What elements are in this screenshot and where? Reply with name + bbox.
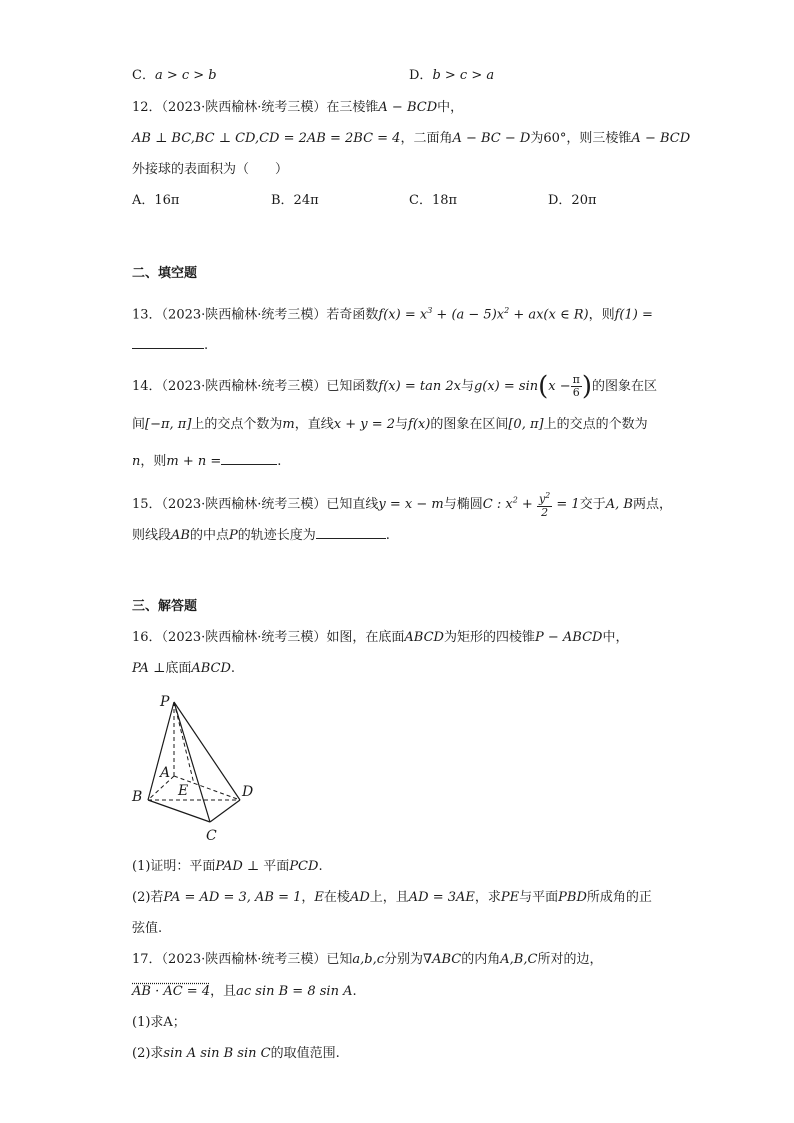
q14-l2c: ，直线	[294, 417, 334, 432]
q16-p1a: (1)证明：平面	[132, 859, 216, 874]
q15-prefix: 15．（2023·陕西榆林·统考三模）已知直线	[132, 496, 379, 512]
q16-base: ABCD	[404, 630, 444, 645]
q16-pe: PE	[500, 890, 520, 905]
left-paren: (	[538, 371, 549, 402]
label-p: P	[160, 694, 170, 710]
q13-line1	[132, 302, 653, 324]
q16-p2d: 上，且	[369, 890, 409, 905]
q17-mid2: 的内角	[461, 952, 501, 967]
q12-line3: 外接球的表面积为（ ）	[132, 162, 289, 177]
q14-l2d: 与	[395, 417, 409, 432]
q11-option-c	[132, 67, 217, 85]
q16-l2c: ABCD	[191, 661, 231, 676]
option-label: C．	[132, 68, 155, 83]
frac-num: π	[572, 373, 580, 386]
frac-y: y	[538, 492, 546, 506]
q16-p1b: 平面	[263, 859, 290, 874]
q14-l3a: ，则	[140, 454, 167, 469]
q17-end: 所对的边，	[537, 952, 603, 967]
q14-l2b: 上的交点个数为	[191, 417, 283, 432]
q13-ask: f(1) =	[614, 307, 653, 323]
q17-expr: sin A sin B sin C	[163, 1046, 271, 1061]
q13-func2: + (a − 5)x	[432, 307, 505, 323]
frac-den: 2	[541, 505, 549, 519]
q16-pcd: PCD	[289, 859, 319, 874]
pyramid-figure	[128, 688, 258, 844]
q12-line2	[132, 130, 690, 148]
label-c: C	[206, 828, 217, 844]
q13-prefix: 13．（2023·陕西榆林·统考三模）若奇函数	[132, 307, 379, 323]
q17-line2	[132, 983, 357, 1001]
q17-prefix: 17．（2023·陕西榆林·统考三模）已知	[132, 952, 353, 967]
edge-pb	[148, 702, 174, 800]
q14-line1	[132, 371, 658, 402]
q17-l2c: .	[352, 984, 357, 999]
q16-part2-cont: 弦值.	[132, 921, 163, 936]
q15-ab: A, B	[605, 496, 633, 512]
q17-ABC: A,B,C	[500, 952, 538, 967]
q14-sum: m + n =	[166, 454, 222, 469]
q15-after: 交于	[579, 496, 606, 512]
q16-prefix: 16．（2023·陕西榆林·统考三模）如图，在底面	[132, 630, 405, 645]
q15-line2	[132, 526, 390, 545]
q12-suffix: 中，	[437, 100, 464, 115]
q14-m: m	[282, 417, 295, 432]
q15-ellipse-b: +	[517, 496, 537, 512]
q16-cond: PA = AD = 3, AB = 1	[163, 890, 302, 905]
q16-p2g: 所成角的正	[586, 890, 652, 905]
q17-l2b: ，且	[210, 984, 237, 999]
q15-l2b: 的中点	[189, 528, 229, 543]
edge-pc	[174, 702, 210, 822]
q15-l2c: 的轨迹长度为	[237, 528, 316, 543]
q15-line: y = x − m	[378, 496, 444, 512]
q14-l2a: 间	[132, 417, 146, 432]
q12-mid2: 为	[530, 131, 544, 146]
q12-conditions: AB ⊥ BC,BC ⊥ CD,CD = 2AB = 2BC = 4	[132, 131, 401, 146]
q15-with: 与椭圆	[443, 496, 483, 512]
q16-l2b: 底面	[165, 661, 192, 676]
pi-over-six	[571, 374, 582, 399]
q14-interval2: [0, π]	[508, 417, 544, 432]
q12-dihedral: A − BC − D	[452, 131, 531, 146]
answer-blank[interactable]	[221, 452, 277, 465]
q16-l2d: .	[230, 661, 236, 676]
q15-p: P	[228, 528, 238, 543]
q12-mid: ，二面角	[400, 131, 453, 146]
q13-func: f(x) = x	[378, 307, 428, 323]
q14-lineeq: x + y = 2	[333, 417, 396, 432]
q15-after2: 两点，	[632, 496, 672, 512]
q15-ellipse-a: C : x	[482, 496, 513, 512]
q15-end: .	[385, 528, 390, 543]
q16-pbd: PBD	[558, 890, 587, 905]
q15-line1	[132, 490, 672, 519]
q15-ellipse-c: = 1	[552, 496, 580, 512]
q17-part1: (1)求A；	[132, 1015, 186, 1030]
answer-blank[interactable]	[132, 336, 204, 349]
q14-g: g(x) = sin	[473, 379, 539, 394]
q17-eq: ac sin B = 8 sin A	[236, 984, 353, 999]
q16-part2	[132, 889, 652, 907]
q16-line1	[132, 629, 628, 647]
edge-pe	[174, 702, 194, 784]
option-label: D．	[409, 68, 433, 83]
q14-fx: f(x)	[408, 417, 431, 432]
q12-option-d: D．20π	[548, 193, 597, 208]
q12-option-c: C．18π	[409, 193, 458, 208]
q17-p2a: (2)求	[132, 1046, 164, 1061]
q12-prefix: 12．（2023·陕西榆林·统考三模）在三棱锥	[132, 100, 379, 115]
edge-cd	[210, 800, 240, 822]
q13-mid: ，则	[588, 307, 615, 323]
q14-after: 的图象在区	[592, 379, 658, 394]
q16-mid: 为矩形的四棱锥	[443, 630, 535, 645]
section-fill-blank-heading: 二、填空题	[132, 266, 198, 281]
q17-p2b: 的取值范围.	[270, 1046, 340, 1061]
q12-option-b: B．24π	[271, 193, 319, 208]
q16-p2a: (2)若	[132, 890, 164, 905]
edge-bc	[148, 800, 210, 822]
q16-end: 中，	[602, 630, 629, 645]
q12-pyramid: A − BCD	[378, 100, 438, 115]
q16-p1c: .	[318, 859, 323, 874]
q15-exp: 2	[512, 495, 518, 505]
q16-perp: ⊥	[242, 859, 264, 874]
option-expr: a > c > b	[154, 68, 217, 83]
label-d: D	[242, 784, 254, 800]
q13-func3: + ax(x ∈ R)	[509, 307, 589, 323]
q14-end: .	[277, 454, 282, 469]
q12-line1	[132, 99, 463, 117]
q13-end: .	[204, 338, 209, 353]
q12-mid3: ，则三棱锥	[566, 131, 632, 146]
frac-num: $y^2$	[538, 491, 551, 506]
right-paren: )	[581, 371, 593, 402]
q14-g-inner: x −	[548, 379, 571, 394]
q12-pyramid2: A − BCD	[631, 131, 691, 146]
q14-line3	[132, 452, 281, 471]
q13-line2	[132, 336, 208, 355]
option-expr: b > c > a	[432, 68, 495, 83]
q14-n: n	[132, 454, 141, 469]
q12-angle: 60°	[543, 131, 567, 146]
q16-p2b: ，	[301, 890, 315, 905]
q17-line1	[132, 951, 602, 969]
q17-vec: AB · AC = 4	[132, 984, 211, 999]
label-e: E	[178, 783, 189, 799]
q16-e: E	[314, 890, 324, 905]
q16-pyr: P − ABCD	[534, 630, 603, 645]
q14-l2e: 的图象在区间	[430, 417, 509, 432]
q17-part2	[132, 1045, 340, 1063]
q14-prefix: 14．（2023·陕西榆林·统考三模）已知函数	[132, 379, 379, 394]
q16-line2	[132, 660, 235, 678]
q14-line2	[132, 416, 648, 434]
q16-pa-perp: PA ⊥	[132, 661, 166, 676]
q14-l2f: 上的交点的个数为	[543, 417, 648, 432]
q16-part1	[132, 858, 323, 876]
q16-p2f: 与平面	[519, 890, 559, 905]
label-b: B	[132, 789, 143, 805]
answer-blank[interactable]	[316, 526, 386, 539]
q14-with: 与	[460, 379, 474, 394]
q17-abc: a,b,c	[352, 952, 385, 967]
q15-seg: AB	[171, 528, 190, 543]
q14-f: f(x) = tan 2x	[378, 379, 461, 394]
q11-option-d	[409, 67, 494, 85]
q15-l2a: 则线段	[132, 528, 172, 543]
q13-exp3: 3	[427, 306, 433, 315]
q16-ad: AD	[349, 890, 370, 905]
q16-ratio: AD = 3AE	[408, 890, 475, 905]
q16-pad: PAD	[215, 859, 243, 874]
q17-tri: ∇ABC	[423, 952, 462, 967]
section-solve-heading: 三、解答题	[132, 599, 198, 614]
y2-over-2	[537, 490, 552, 519]
label-a: A	[160, 765, 171, 781]
q14-interval1: [−π, π]	[145, 417, 192, 432]
q16-p2e: ，求	[474, 890, 501, 905]
q12-option-a: A．16π	[132, 193, 180, 208]
q16-p2c: 在棱	[323, 890, 350, 905]
q17-mid: 分别为	[384, 952, 424, 967]
frac-den: 6	[572, 386, 580, 399]
q13-exp2: 2	[504, 306, 510, 315]
